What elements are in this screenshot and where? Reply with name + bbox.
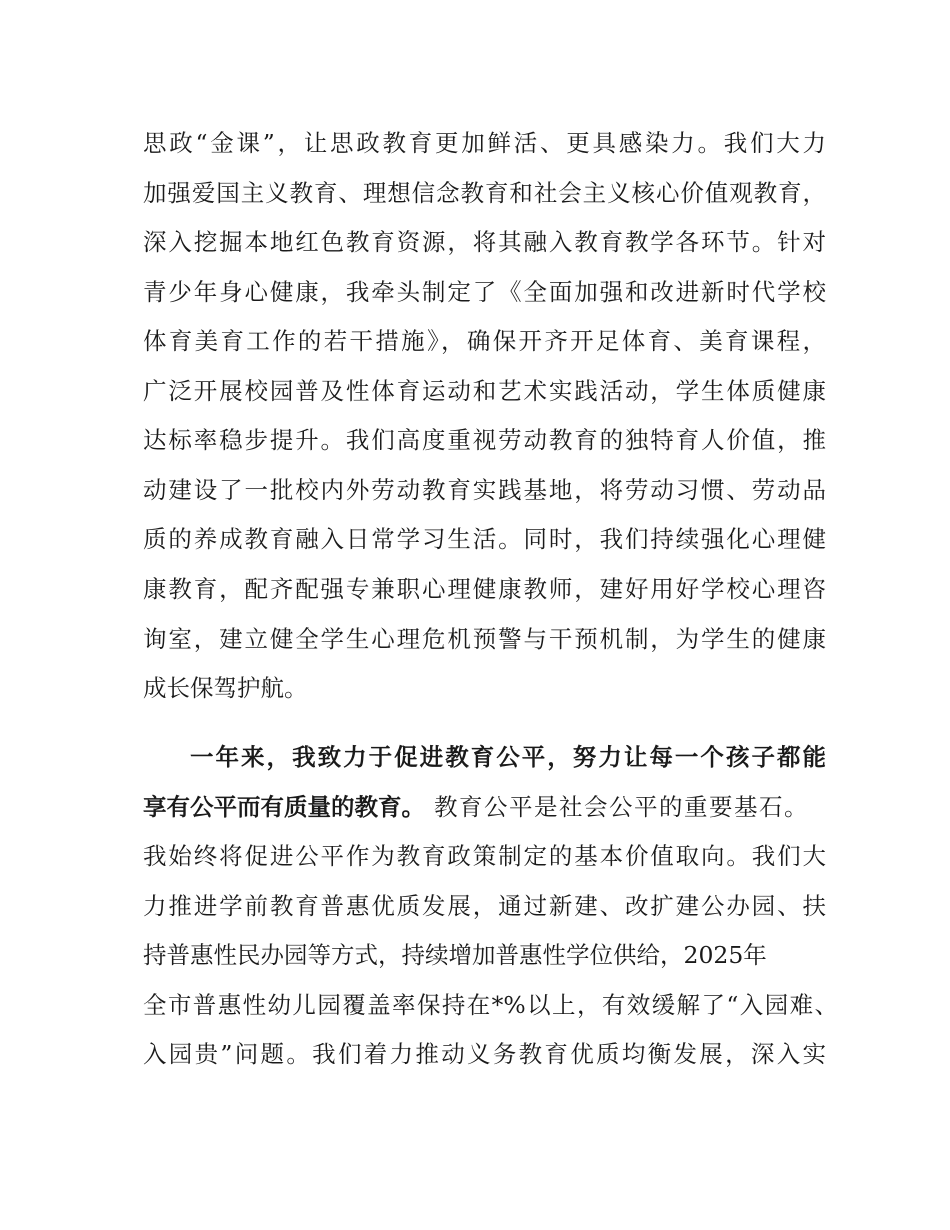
text-line [143,792,826,822]
text-line: 体育美育工作的若干措施》，确保开齐开足体育、美育课程， [143,327,826,355]
bold-heading-text: 享有公平而有质量的教育。 [143,793,425,821]
text-line: 质的养成教育融入日常学习生活。同时，我们持续强化心理健 [143,525,826,553]
text-line: 深入挖掘本地红色教育资源，将其融入教育教学各环节。针对 [143,228,826,256]
bold-heading-line: 一年来，我致力于促进教育公平，努力让每一个孩子都能 [190,743,826,771]
text-line: 达标率稳步提升。我们高度重视劳动教育的独特育人价值，推 [143,426,826,454]
text-line: 动建设了一批校内外劳动教育实践基地，将劳动习惯、劳动品 [143,476,826,504]
text-line: 我始终将促进公平作为教育政策制定的基本价值取向。我们大 [143,842,826,870]
text-line: 入园贵”问题。我们着力推动义务教育优质均衡发展，深入实 [143,1040,826,1068]
text-line: 思政“金课”，让思政教育更加鲜活、更具感染力。我们大力 [143,129,826,157]
text-line: 持普惠性民办园等方式，持续增加普惠性学位供给，2025年 [143,941,767,969]
text-line: 力推进学前教育普惠优质发展，通过新建、改扩建公办园、扶 [143,892,826,920]
text-line: 全市普惠性幼儿园覆盖率保持在*%以上，有效缓解了“入园难、 [143,991,838,1019]
text-line: 青少年身心健康，我牵头制定了《全面加强和改进新时代学校 [143,278,826,306]
body-text: 教育公平是社会公平的重要基石。 [425,793,809,821]
text-line: 加强爱国主义教育、理想信念教育和社会主义核心价值观教育， [143,179,826,207]
text-line: 询室，建立健全学生心理危机预警与干预机制，为学生的健康 [143,625,826,653]
text-line: 康教育，配齐配强专兼职心理健康教师，建好用好学校心理咨 [143,575,826,603]
text-line: 广泛开展校园普及性体育运动和艺术实践活动，学生体质健康 [143,377,826,405]
text-line: 成长保驾护航。 [143,674,308,702]
